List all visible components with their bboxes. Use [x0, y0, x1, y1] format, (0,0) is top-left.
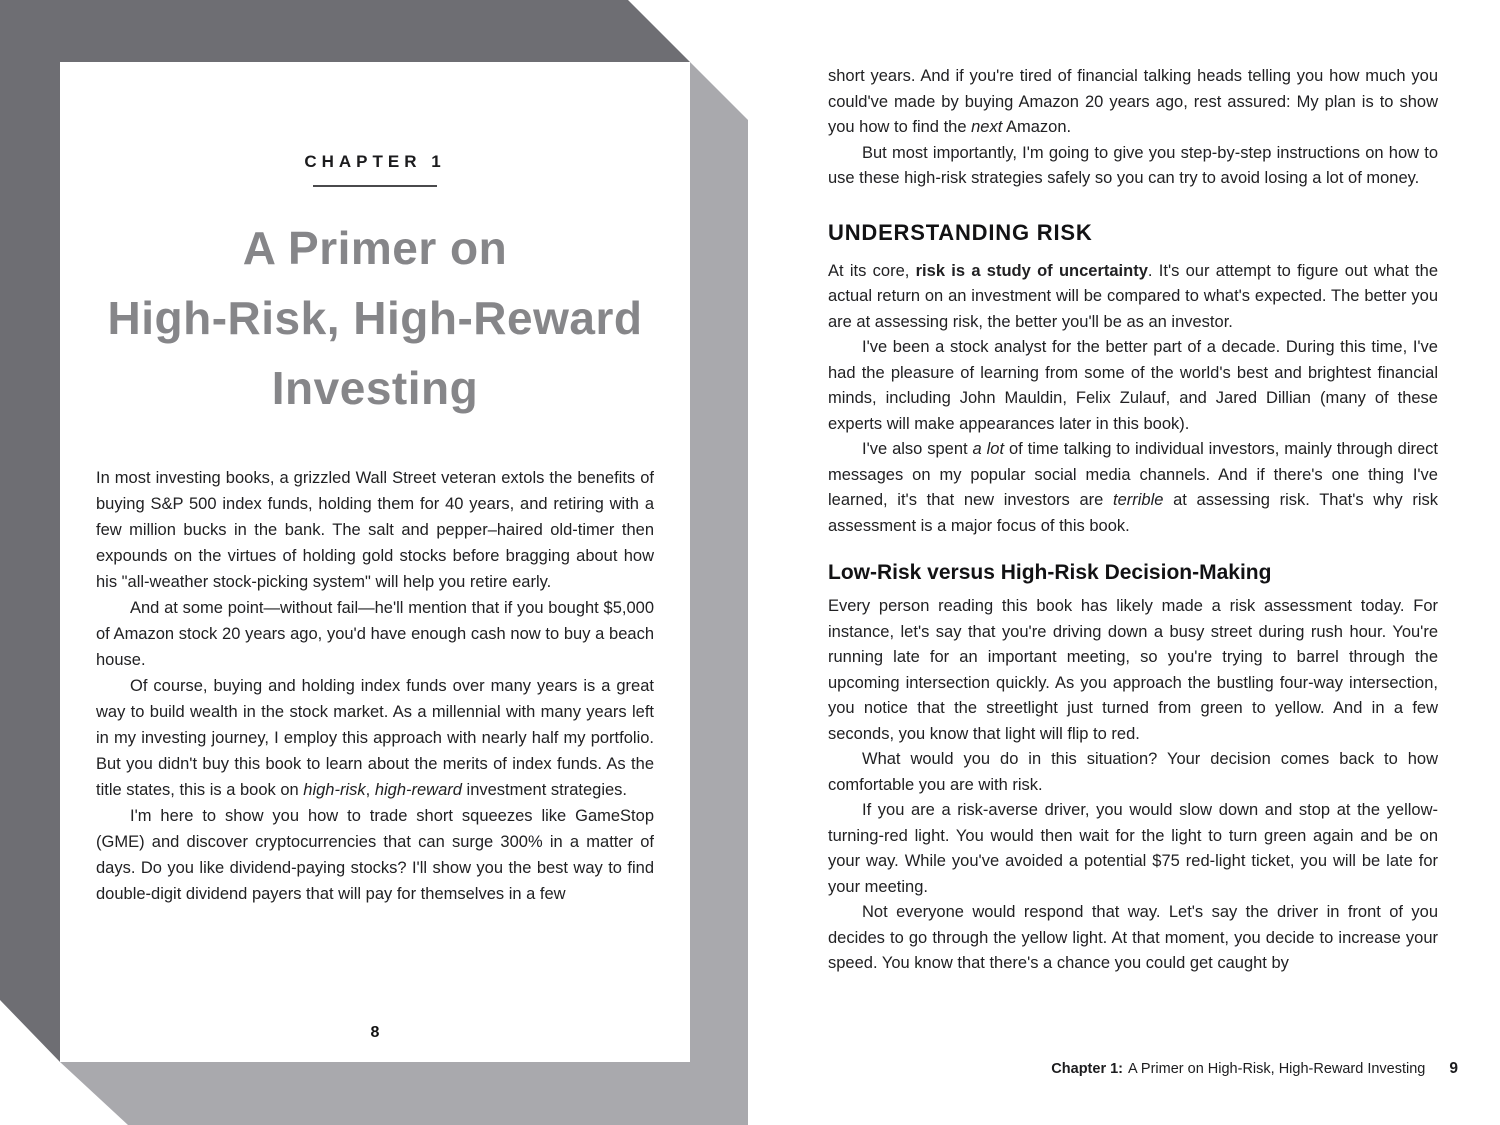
left-page-number: 8	[370, 1024, 380, 1041]
chapter-title-line: A Primer on	[242, 222, 508, 274]
subsection-heading-decision-making: Low-Risk versus High-Risk Decision-Making	[828, 561, 1272, 584]
paragraph: And at some point—without fail—he'll mention that if you bought $5,000 of Amazon stock 20 years ago, you'd have enough cash now to buy a beach house.	[96, 599, 654, 669]
footer-chapter-title: A Primer on High-Risk, High-Reward Investing	[1128, 1061, 1426, 1077]
paragraph: But most importantly, I'm going to give you step-by-step instructions on how to use these high-risk strategies safely so you can try to avoid losing a lot of money.	[828, 143, 1438, 187]
paragraph: In most investing books, a grizzled Wall Street veteran extols the benefits of buying S&P 500 index funds, holding them for 40 years, and retiring with a few million bucks in the bank. The salt and pepper–haired old-timer then expounds on the virtues of holding gold stocks before bragging about how his "all-weather stock-picking system" will help you retire early.	[96, 469, 654, 591]
paragraph: I've been a stock analyst for the better part of a decade. During this time, I've had the pleasure of learning from some of the world's best and brightest financial minds, including John Mauldin, Felix Zulauf, and Jared Dillian (many of these experts will make appearances later in this book).	[828, 338, 1438, 433]
footer-chapter-label: Chapter 1:	[1051, 1061, 1124, 1077]
section-heading-understanding-risk: UNDERSTANDING RISK	[828, 219, 1093, 245]
paragraph: At its core, risk is a study of uncertainty. It's our attempt to figure out what the actual return on an investment will be compared to what's expected. The better you are at assessing risk, the better you'll be as an investor.	[828, 261, 1439, 331]
left-page	[60, 62, 690, 1062]
right-page-intro	[828, 64, 1438, 192]
chapter-title-line: Investing	[271, 362, 479, 414]
chapter-title-line: High-Risk, High-Reward	[107, 292, 643, 344]
paragraph: I'm here to show you how to trade short squeezes like GameStop (GME) and discover cryptocurrencies that can surge 300% in a matter of days. Do you like dividend-paying stocks? I'll show you the best way to find double-digit dividend payers that will pay for themselves in a few	[96, 807, 654, 903]
right-page-footer	[828, 1060, 1458, 1078]
footer-page-number: 9	[1449, 1060, 1458, 1077]
paragraph: If you are a risk-averse driver, you would slow down and stop at the yellow-turning-red light. You would then wait for the light to turn green again and be on your way. While you've avoided a potential $75 red-light ticket, you will be late for your meeting.	[828, 801, 1438, 896]
kicker-rule	[313, 185, 437, 187]
paragraph: What would you do in this situation? Your decision comes back to how comfortable you are with risk.	[828, 750, 1438, 794]
paragraph: Not everyone would respond that way. Let's say the driver in front of you decides to go through the yellow light. At that moment, you decide to increase your speed. You know that there's a chance you could get caught by	[828, 903, 1438, 972]
subsection-body	[828, 594, 1438, 977]
paragraph: Every person reading this book has likely made a risk assessment today. For instance, let's say that you're driving down a busy street during rush hour. You're running late for an important meeting, so you're trying to barrel through the upcoming intersection quickly. As you approach the bustling four-way intersection, you notice that the streetlight just turned from green to yellow. And in a few seconds, you know that light will flip to red.	[828, 597, 1438, 743]
paragraph: I've also spent a lot of time talking to individual investors, mainly through direct messages on my popular social media channels. And if there's one thing I've learned, it's that new investors are terrible at assessing risk. That's why risk assessment is a major focus of this book.	[828, 440, 1439, 535]
chapter-kicker: CHAPTER 1	[304, 152, 446, 171]
right-page	[828, 64, 1438, 977]
paragraph: short years. And if you're tired of financial talking heads telling you how much you could've made by buying Amazon 20 years ago, rest assured: My plan is to show you how to find the next Amazon.	[828, 67, 1438, 136]
chapter-title	[96, 213, 654, 423]
paragraph: Of course, buying and holding index funds over many years is a great way to build wealth in the stock market. As a millennial with many years left in my investing journey, I employ this approach with nearly half my portfolio. But you didn't buy this book to learn about the merits of index funds. As the title states, this is a book on high-risk, high-reward investment strategies.	[96, 677, 654, 799]
section-body	[828, 259, 1438, 540]
left-page-body	[96, 465, 654, 907]
